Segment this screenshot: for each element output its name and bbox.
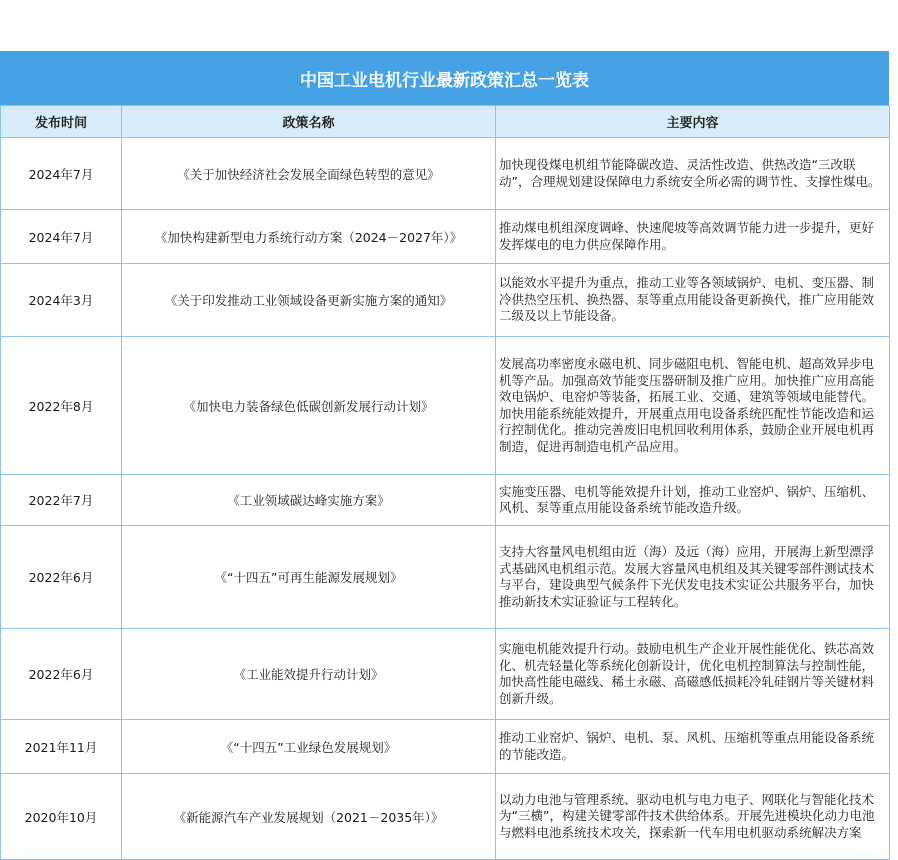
table-row [1, 138, 890, 210]
cell-policy-name: 《工业领域碳达峰实施方案》 [122, 475, 496, 526]
table-row [1, 774, 890, 860]
cell-date: 2022年8月 [1, 337, 122, 475]
cell-policy-name: 《工业能效提升行动计划》 [122, 629, 496, 720]
table-row [1, 475, 890, 526]
table-row [1, 526, 890, 629]
header-row [1, 106, 890, 138]
cell-date: 2022年7月 [1, 475, 122, 526]
cell-content: 以动力电池与管理系统、驱动电机与电力电子、网联化与智能化技术为“三横”，构建关键零部件技术供给体系。开展先进模块化动力电池与燃料电池系统技术攻关，探索新一代车用电机驱动系统解决方案 [496, 774, 890, 860]
header-date: 发布时间 [1, 106, 122, 138]
cell-content: 支持大容量风电机组由近（海）及远（海）应用，开展海上新型漂浮式基础风电机组示范。发展大容量风电机组及其关键零部件测试技术与平台，建设典型气候条件下光伏发电技术实证公共服务平台，加快推动新技术实证验证与工程转化。 [496, 526, 890, 629]
table-row [1, 210, 890, 264]
cell-policy-name: 《关于加快经济社会发展全面绿色转型的意见》 [122, 138, 496, 210]
table-row [1, 337, 890, 475]
policy-table-container [0, 51, 889, 860]
cell-date: 2024年7月 [1, 210, 122, 264]
cell-content: 以能效水平提升为重点，推动工业等各领域锅炉、电机、变压器、制冷供热空压机、换热器、泵等重点用能设备更新换代，推广应用能效二级及以上节能设备。 [496, 264, 890, 337]
cell-date: 2024年7月 [1, 138, 122, 210]
policy-table [0, 105, 890, 860]
header-content: 主要内容 [496, 106, 890, 138]
cell-content: 加快现役煤电机组节能降碳改造、灵活性改造、供热改造“三改联动”，合理规划建设保障电力系统安全所必需的调节性、支撑性煤电。 [496, 138, 890, 210]
cell-date: 2021年11月 [1, 720, 122, 774]
table-row [1, 629, 890, 720]
table-title: 中国工业电机行业最新政策汇总一览表 [0, 51, 889, 105]
cell-date: 2020年10月 [1, 774, 122, 860]
cell-content: 实施变压器、电机等能效提升计划，推动工业窑炉、锅炉、压缩机、风机、泵等重点用能设备系统节能改造升级。 [496, 475, 890, 526]
cell-content: 发展高功率密度永磁电机、同步磁阻电机、智能电机、超高效异步电机等产品。加强高效节能变压器研制及推广应用。加快推广应用高能效电锅炉、电窑炉等装备，拓展工业、交通、建筑等领域电能替代。加快用能系统能效提升，开展重点用电设备系统匹配性节能改造和运行控制优化。推动完善废旧电机回收利用体系，鼓励企业开展电机再制造，促进再制造电机产品应用。 [496, 337, 890, 475]
cell-date: 2024年3月 [1, 264, 122, 337]
cell-policy-name: 《“十四五”可再生能源发展规划》 [122, 526, 496, 629]
cell-date: 2022年6月 [1, 629, 122, 720]
cell-policy-name: 《“十四五”工业绿色发展规划》 [122, 720, 496, 774]
cell-policy-name: 《加快电力装备绿色低碳创新发展行动计划》 [122, 337, 496, 475]
cell-content: 推动煤电机组深度调峰、快速爬坡等高效调节能力进一步提升，更好发挥煤电的电力供应保障作用。 [496, 210, 890, 264]
cell-content: 实施电机能效提升行动。鼓励电机生产企业开展性能优化、铁芯高效化、机壳轻量化等系统化创新设计，优化电机控制算法与控制性能，加快高性能电磁线、稀土永磁、高磁感低损耗冷轧硅钢片等关键材料创新升级。 [496, 629, 890, 720]
cell-policy-name: 《新能源汽车产业发展规划（2021－2035年）》 [122, 774, 496, 860]
cell-policy-name: 《关于印发推动工业领域设备更新实施方案的通知》 [122, 264, 496, 337]
cell-content: 推动工业窑炉、锅炉、电机、泵、风机、压缩机等重点用能设备系统的节能改造。 [496, 720, 890, 774]
cell-policy-name: 《加快构建新型电力系统行动方案（2024－2027年）》 [122, 210, 496, 264]
cell-date: 2022年6月 [1, 526, 122, 629]
header-policy-name: 政策名称 [122, 106, 496, 138]
table-row [1, 264, 890, 337]
table-row [1, 720, 890, 774]
